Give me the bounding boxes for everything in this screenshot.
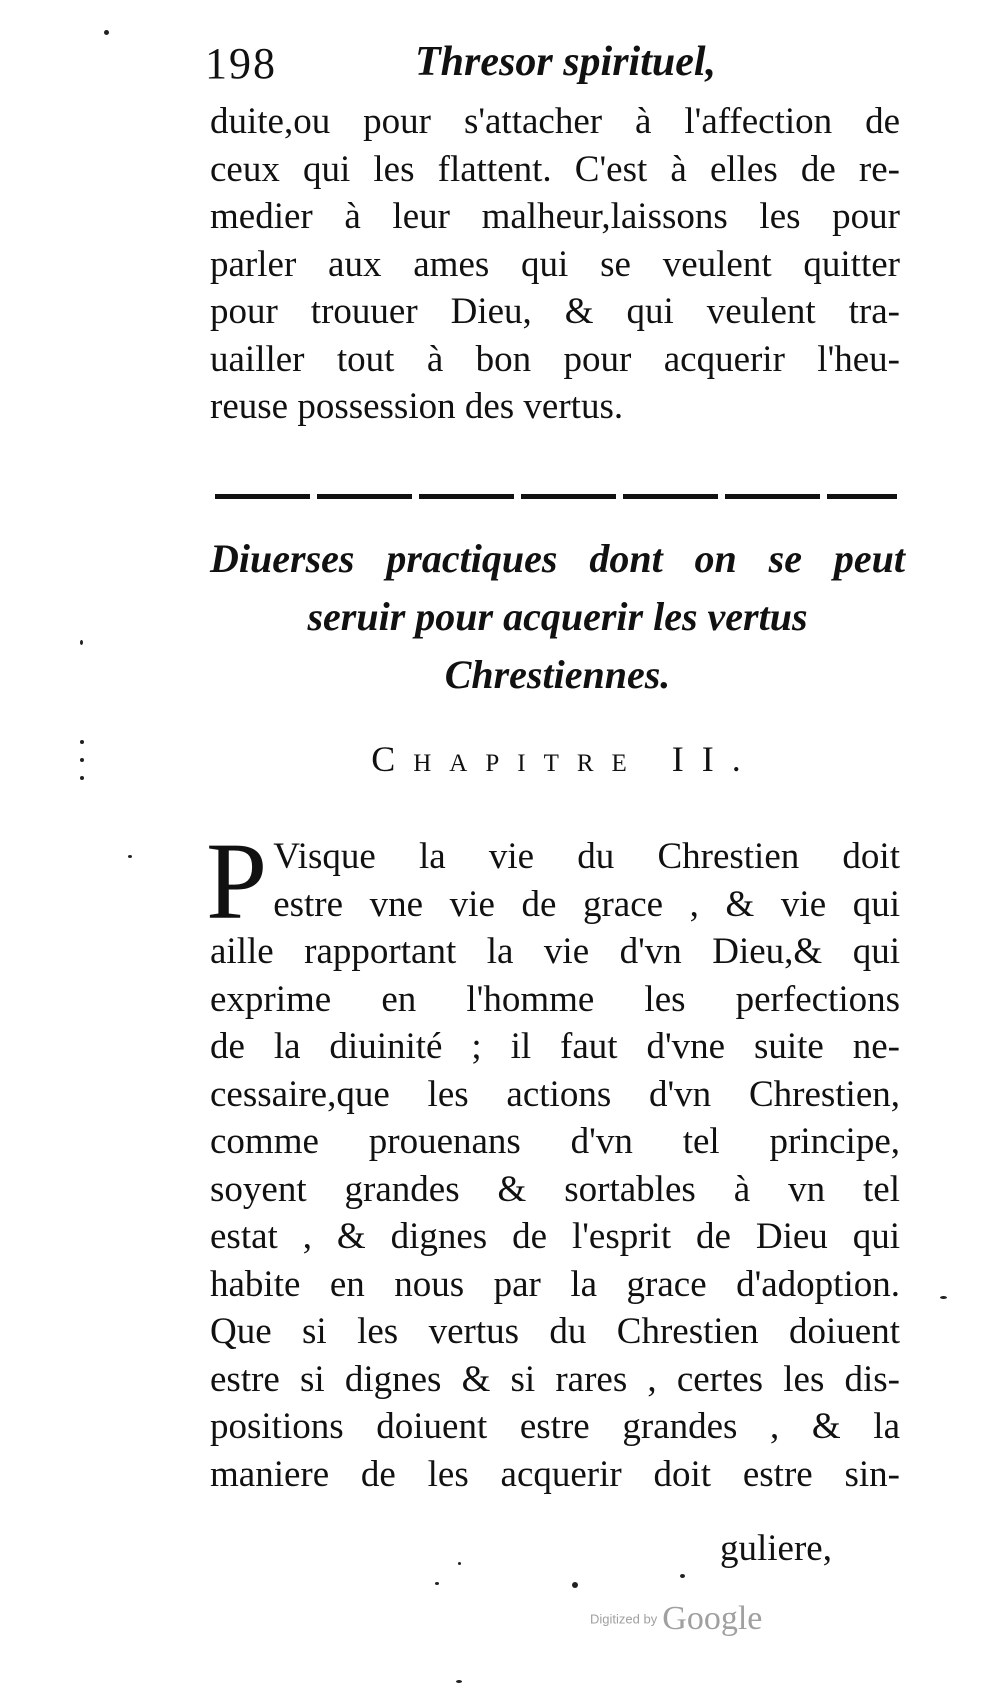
text-line: estre vne vie de grace , & vie qui [273,883,900,925]
chapter-heading: Chapitre II. [371,739,759,779]
text-line: comme prouenans d'vn tel principe, [210,1121,900,1162]
ink-speck [80,740,84,744]
ink-speck [435,1582,439,1585]
text-line: habite en nous par la grace d'adoption. [210,1263,900,1305]
running-head: Thresor spirituel, [415,39,717,85]
watermark-brand: Google [662,1600,763,1637]
ink-speck [80,758,84,762]
section-divider-rule [215,494,897,499]
ink-speck [572,1582,578,1588]
text-line: Que si les vertus du Chrestien doiuent [210,1311,900,1352]
text-line: ceux qui les flattent. C'est à elles de re- [210,148,900,190]
text-line: de la diuinité ; il faut d'vne suite ne- [210,1026,900,1067]
text-line: pour trouuer Dieu, & qui veulent tra- [210,291,900,332]
ink-speck [940,1296,947,1299]
chapter-title-line: Chrestiennes. [444,652,671,697]
catchword: guliere, [720,1528,832,1569]
page-number: 198 [205,39,277,88]
text-line: positions doiuent estre grandes , & la [210,1406,900,1447]
text-line: estat , & dignes de l'esprit de Dieu qui [210,1216,900,1257]
ink-speck [80,640,83,645]
ink-speck [458,1562,461,1565]
ink-speck [80,776,84,780]
chapter-title-line: seruir pour acquerir les vertus [307,594,808,639]
ink-speck [680,1574,685,1578]
text-line: reuse possession des vertus. [210,386,624,427]
watermark-prefix: Digitized by [590,1611,658,1627]
page-header [205,38,895,98]
text-line: uailler tout à bon pour acquerir l'heu- [210,338,900,380]
text-line: medier à leur malheur,laissons les pour [210,196,900,237]
chapter-title [210,530,905,704]
digitization-watermark [590,1600,762,1638]
text-line: aille rapportant la vie d'vn Dieu,& qui [210,931,900,972]
text-line: exprime en l'homme les perfections [210,978,900,1020]
drop-cap: P [206,820,268,942]
text-line: estre si dignes & si rares , certes les dis- [210,1358,900,1400]
text-line: cessaire,que les actions d'vn Chrestien, [210,1073,900,1115]
chapter-title-line: Diuerses practiques dont on se peut [210,536,905,581]
text-line: parler aux ames qui se veulent quitter [210,243,900,285]
text-line: Visque la vie du Chrestien doit [273,836,900,877]
text-line: duite,ou pour s'attacher à l'affection de [210,101,900,142]
ink-speck [128,855,132,858]
text-line: soyent grandes & sortables à vn tel [210,1168,900,1210]
ink-speck [104,30,109,35]
main-paragraph [206,820,900,1498]
text-line: maniere de les acquerir doit estre sin- [210,1453,900,1495]
top-paragraph [210,98,900,431]
ink-speck [456,1680,462,1683]
